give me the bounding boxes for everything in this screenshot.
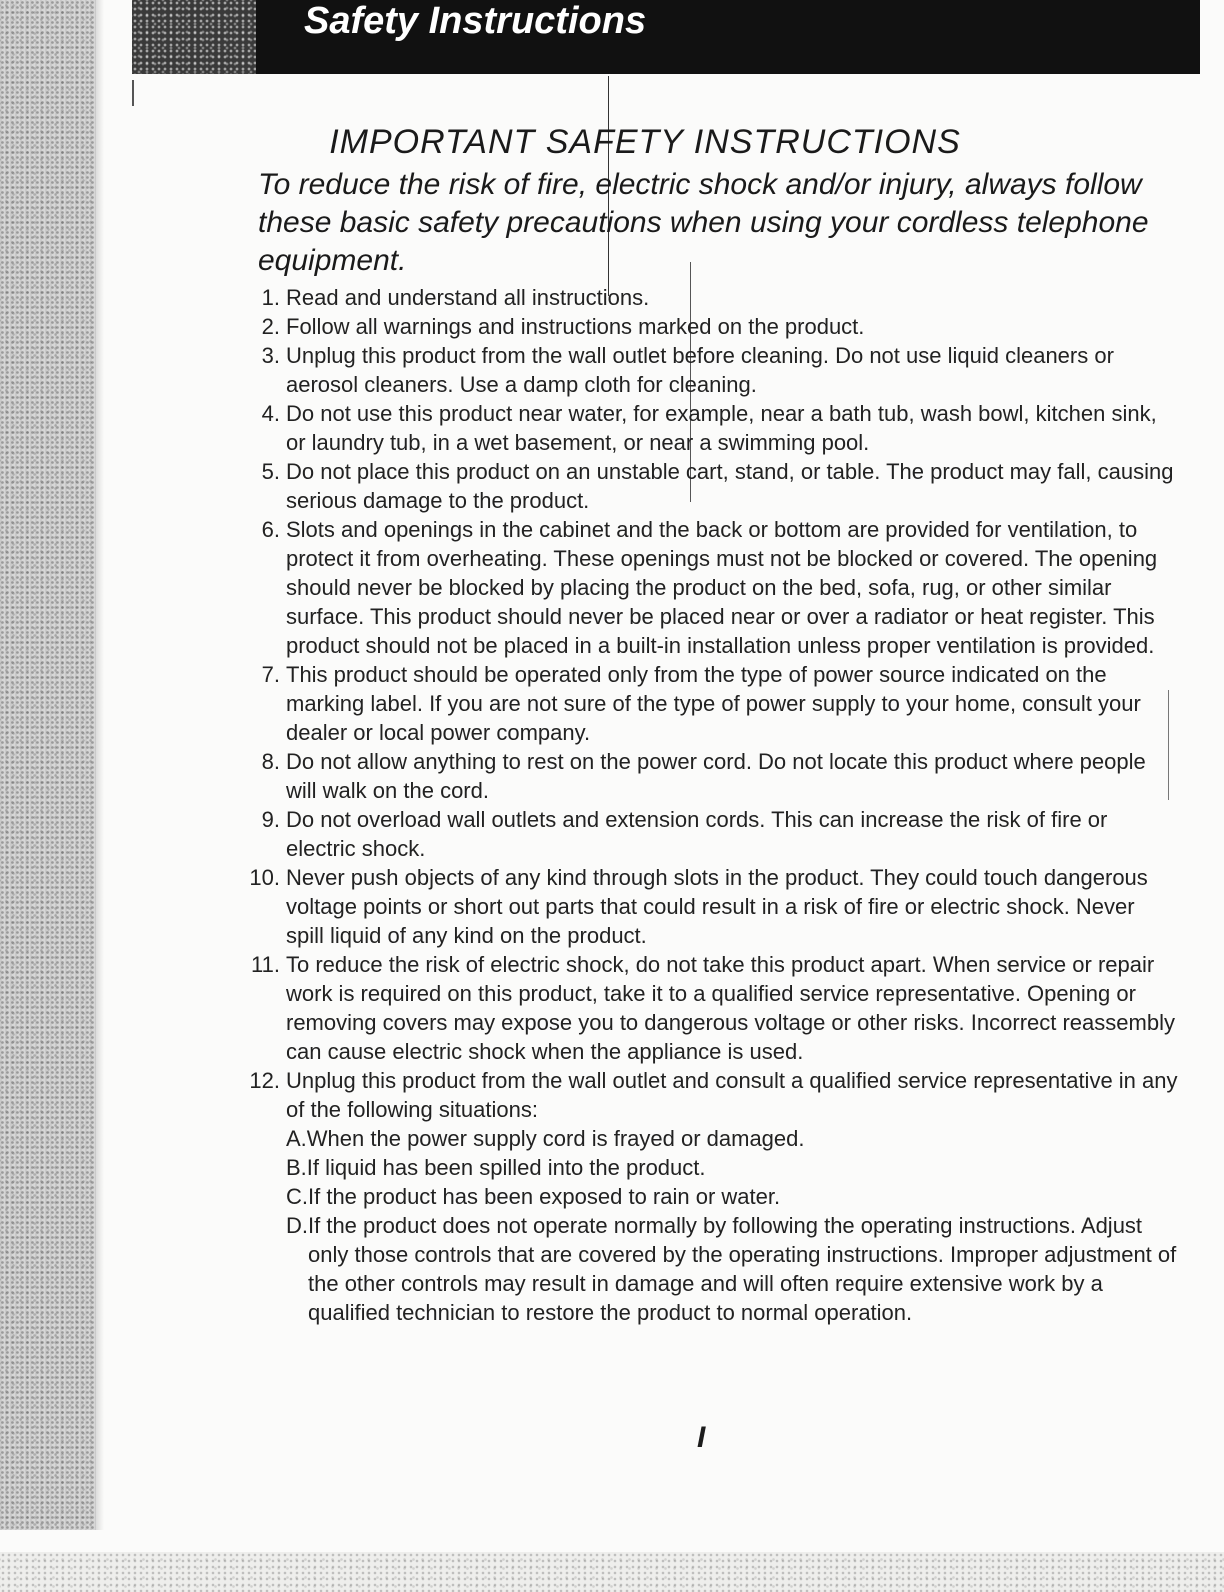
item-text: Never push objects of any kind through slots in the product. They could touch dangerous voltage points or short out parts that could result in a risk of fire or electric shock. Never spill liquid of any kind on the product. [286, 865, 1148, 948]
situation-list [286, 1124, 1178, 1327]
instruction-item [238, 399, 1178, 457]
item-number: 3. [261, 343, 280, 368]
item-number: 7. [261, 662, 280, 687]
header-bar [132, 0, 1200, 74]
situation-item: A.When the power supply cord is frayed or damaged. [286, 1126, 805, 1151]
instruction-item [238, 457, 1178, 515]
scan-bottom-edge [0, 1552, 1224, 1592]
item-text: Unplug this product from the wall outlet before cleaning. Do not use liquid cleaners or aerosol cleaners. Use a damp cloth for cleaning. [286, 343, 1114, 397]
item-text: Do not overload wall outlets and extension cords. This can increase the risk of fire or electric shock. [286, 807, 1108, 861]
item-number: 11. [251, 952, 280, 977]
item-number: 8. [261, 749, 280, 774]
item-number: 2. [261, 314, 280, 339]
instruction-item [238, 950, 1178, 1066]
main-heading: IMPORTANT SAFETY INSTRUCTIONS [329, 123, 961, 161]
item-number: 4. [261, 401, 280, 426]
item-number: 9. [261, 807, 280, 832]
instruction-item [238, 515, 1178, 660]
item-number: 5. [261, 459, 280, 484]
item-number: 10. [249, 865, 280, 890]
item-text: Do not allow anything to rest on the power cord. Do not locate this product where people will walk on the cord. [286, 749, 1146, 803]
instruction-item [238, 283, 1178, 312]
item-text: This product should be operated only from the type of power source indicated on the marking label. If you are not sure of the type of power supply to your home, consult your dealer or local power company. [286, 662, 1141, 745]
item-number: 6. [261, 517, 280, 542]
item-text: Do not use this product near water, for example, near a bath tub, wash bowl, kitchen sink, or laundry tub, in a wet basement, or near a swimming pool. [286, 401, 1157, 455]
instruction-item [238, 312, 1178, 341]
situation-item: C.If the product has been exposed to rain or water. [286, 1184, 781, 1209]
instruction-item [238, 747, 1178, 805]
page-number: I [697, 1421, 706, 1454]
item-number: 12. [249, 1068, 280, 1093]
header-pattern [132, 0, 256, 74]
scan-left-edge [0, 0, 96, 1530]
situation-item: B.If liquid has been spilled into the product. [286, 1155, 706, 1180]
item-number: 1. [261, 285, 280, 310]
item-text: Read and understand all instructions. [286, 285, 650, 310]
intro-text: To reduce the risk of fire, electric shock and/or injury, always follow these basic safety precautions when using your cordless telephone equipment. [258, 168, 1149, 277]
instruction-item [238, 1066, 1178, 1327]
scan-left-edge-shadow [96, 0, 104, 1530]
instruction-list [238, 283, 1178, 1327]
instruction-item [238, 805, 1178, 863]
instruction-item [238, 863, 1178, 950]
item-text: Slots and openings in the cabinet and the back or bottom are provided for ventilation, to protect it from overheating. These openings must not be blocked or covered. The opening should never be blocked by placing the product on the bed, sofa, rug, or other similar surface. This product should never be placed near or over a radiator or heat register. This product should not be placed in a built-in installation unless proper ventilation is provided. [286, 517, 1158, 658]
margin-tick [132, 80, 134, 106]
item-text: Do not place this product on an unstable cart, stand, or table. The product may fall, causing serious damage to the product. [286, 459, 1174, 513]
item-text: Follow all warnings and instructions marked on the product. [286, 314, 865, 339]
item-text: To reduce the risk of electric shock, do not take this product apart. When service or repair work is required on this product, take it to a qualified service representative. Opening or removing covers may expose you to dangerous voltage or other risks. Incorrect reassembly can cause electric shock when the appliance is used. [286, 952, 1175, 1064]
instruction-item [238, 341, 1178, 399]
header-title: Safety Instructions [304, 0, 647, 42]
instruction-item [238, 660, 1178, 747]
item-text: Unplug this product from the wall outlet and consult a qualified service representative in any of the following situations: [286, 1068, 1178, 1122]
situation-item: D.If the product does not operate normally by following the operating instructions. Adjust only those controls that are covered by the operating instructions. Improper adjustment of the other controls may result in damage and will often require extensive work by a qualified technician to restore the product to normal operation. [286, 1213, 1177, 1325]
